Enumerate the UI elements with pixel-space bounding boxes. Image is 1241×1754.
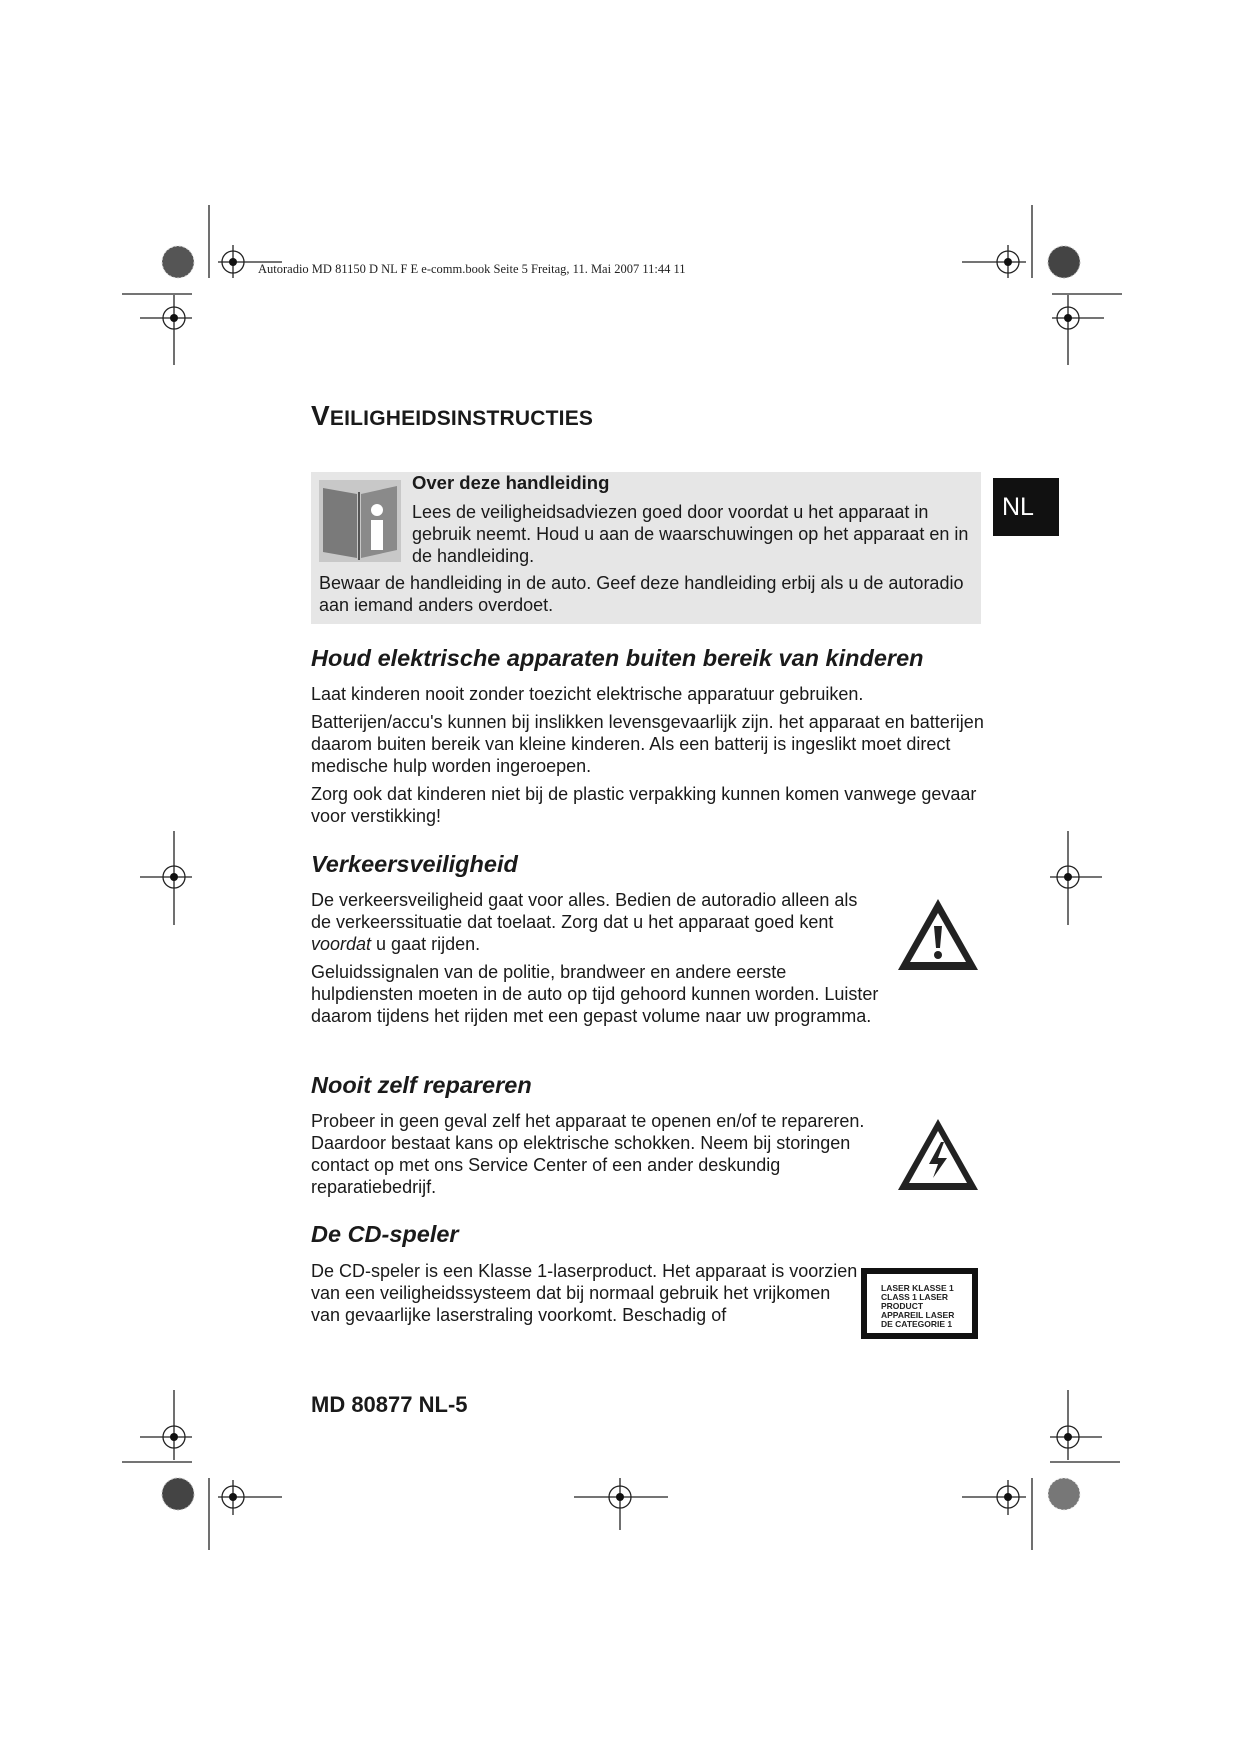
laser-class-label-text: LASER KLASSE 1 CLASS 1 LASER PRODUCT APPAREIL LASER DE CATEGORIE 1 — [881, 1283, 955, 1329]
traffic-paragraph-1-text-end: u gaat rijden. — [371, 934, 481, 954]
cd-paragraph-1: De CD-speler is een Klasse 1-laserproduct. Het apparaat is voorzien van een veiligheidssysteem dat bij normaal gebruik het vrijkomen van gevaarlijke laserstraling voorkomt. Beschadig of — [311, 1261, 858, 1325]
print-header: Autoradio MD 81150 D NL F E e-comm.book Seite 5 Freitag, 11. Mai 2007 11:44 11 — [258, 262, 686, 276]
children-paragraph-1: Laat kinderen nooit zonder toezicht elektrische apparatuur gebruiken. — [311, 684, 864, 704]
section-heading-repair: Nooit zelf repareren — [311, 1072, 532, 1098]
page-title-initial: V — [311, 400, 330, 431]
section-heading-cd-player: De CD-speler — [311, 1221, 459, 1247]
traffic-paragraph-1 — [311, 889, 881, 955]
high-voltage-icon — [895, 1116, 981, 1193]
section-heading-children: Houd elektrische apparaten buiten bereik van kinderen — [311, 645, 924, 671]
traffic-paragraph-1-emphasis: voordat — [311, 934, 372, 954]
warning-triangle-icon — [895, 896, 981, 973]
info-book-icon — [319, 480, 401, 562]
page-title — [311, 400, 593, 432]
laser-class-label — [861, 1268, 978, 1339]
traffic-paragraph-1-text: De verkeersveiligheid gaat voor alles. Bedien de autoradio alleen als de verkeerssituatie dat toelaat. Zorg dat u het apparaat goed kent — [311, 890, 858, 932]
page-title-rest: EILIGHEIDSINSTRUCTIES — [329, 407, 594, 430]
children-paragraph-3: Zorg ook dat kinderen niet bij de plastic verpakking kunnen komen vanwege gevaar voor verstikking! — [311, 784, 977, 826]
info-box-title: Over deze handleiding — [412, 472, 610, 493]
repair-paragraph-1: Probeer in geen geval zelf het apparaat te openen en/of te repareren. Daardoor bestaat kans op elektrische schokken. Neem bij storingen contact op met ons Service Center of een ander deskundig reparatiebedrijf. — [311, 1111, 865, 1197]
traffic-paragraph-2: Geluidssignalen van de politie, brandweer en andere eerste hulpdiensten moeten in de auto op tijd gehoord kunnen worden. Luister daarom tijdens het rijden met een gepast volume naar uw programma. — [311, 962, 879, 1026]
children-paragraph-2: Batterijen/accu's kunnen bij inslikken levensgevaarlijk zijn. het apparaat en batterijen daarom buiten bereik van kleine kinderen. Als een batterij is ingeslikt moet direct medische hulp worden ingeroepen. — [311, 712, 984, 776]
info-box-text: Lees de veiligheidsadviezen goed door voordat u het apparaat in gebruik neemt. Houd u aan de waarschuwingen op het apparaat en in de handleiding. — [412, 502, 969, 566]
section-heading-traffic: Verkeersveiligheid — [311, 851, 518, 877]
language-tab: NL — [993, 478, 1059, 536]
info-box-text-2: Bewaar de handleiding in de auto. Geef deze handleiding erbij als u de autoradio aan iemand anders overdoet. — [319, 573, 964, 615]
page-footer: MD 80877 NL-5 — [311, 1392, 468, 1417]
